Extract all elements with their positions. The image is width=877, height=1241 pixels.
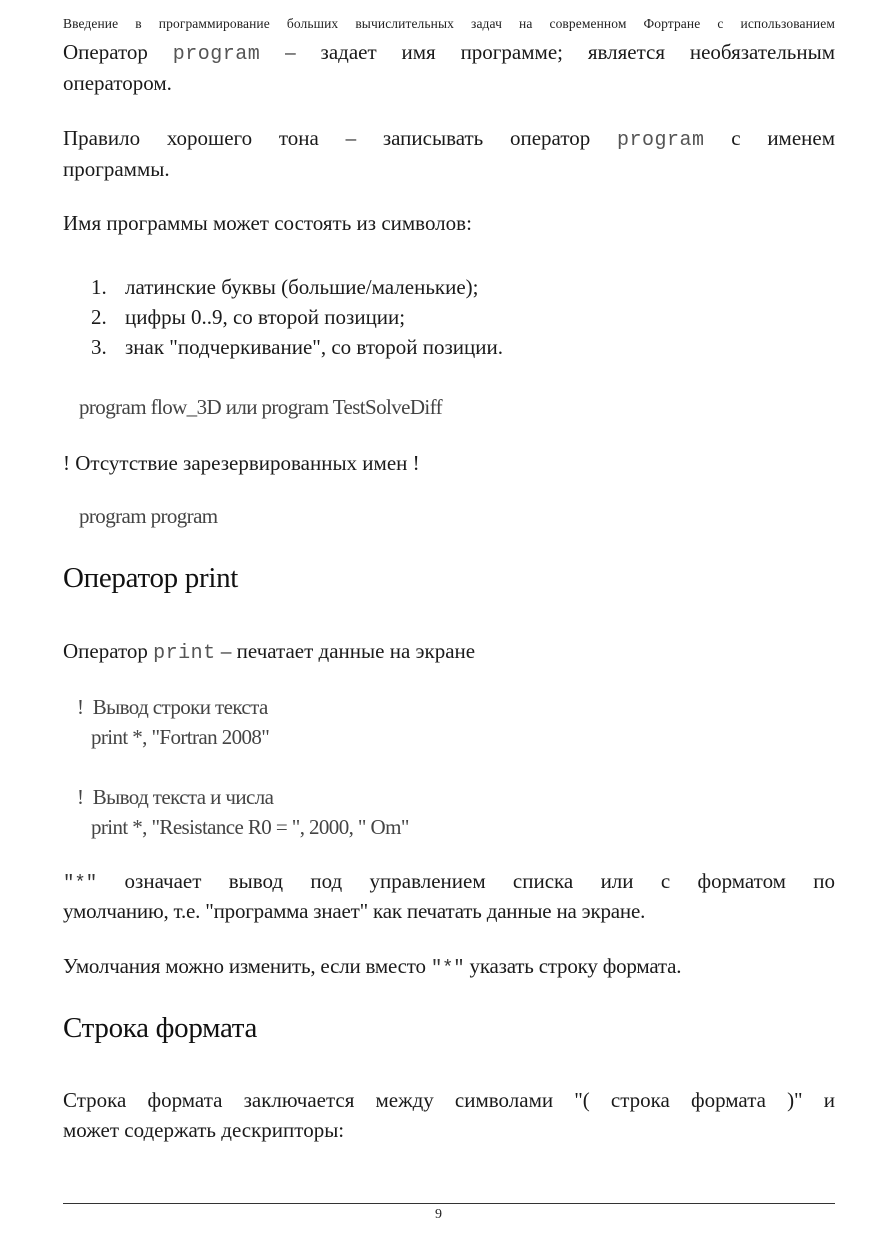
text: указать строку формата.	[469, 954, 682, 978]
code-line: ! Вывод строки текста	[77, 695, 268, 719]
paragraph-good-style-line2: программы.	[63, 157, 170, 181]
code-example-names: program flow_3D или program TestSolveDiff	[79, 395, 443, 419]
code-program: program	[172, 43, 261, 66]
text: – задает имя программе; является необязательным	[285, 40, 836, 64]
text: Правило хорошего тона – записывать оператор	[63, 126, 591, 150]
list-item	[63, 332, 835, 362]
code-line: print *, "Fortran 2008"	[77, 725, 270, 749]
list-item	[63, 302, 835, 332]
code-asterisk: "*"	[63, 872, 98, 894]
paragraph-name-symbols: Имя программы может состоять из символов:	[63, 211, 472, 235]
list-number: 3.	[91, 335, 107, 359]
note-reserved-names: ! Отсутствие зарезервированных имен !	[63, 451, 420, 475]
footer-divider	[63, 1203, 835, 1204]
heading-format-string: Строка формата	[63, 1012, 258, 1044]
text: Умолчания можно изменить, если вместо	[63, 954, 426, 978]
paragraph-program-intro-line2: оператором.	[63, 71, 172, 95]
paragraph-asterisk-line1	[63, 866, 835, 899]
paragraph-format-line2: может содержать дескрипторы:	[63, 1118, 345, 1142]
code-line: print *, "Resistance R0 = ", 2000, " Om"	[77, 815, 409, 839]
list-text: латинские буквы (большие/маленькие);	[125, 275, 479, 299]
text: – печатает данные на экране	[220, 639, 476, 663]
name-rules-list	[63, 272, 835, 362]
heading-print-operator: Оператор print	[63, 562, 239, 594]
list-number: 1.	[91, 275, 107, 299]
code-program: program	[616, 129, 705, 152]
text: с именем	[731, 126, 836, 150]
text: Оператор	[63, 639, 148, 663]
paragraph-program-intro-line1	[63, 37, 835, 70]
code-asterisk: "*"	[430, 957, 465, 979]
list-number: 2.	[91, 305, 107, 329]
running-header: Введение в программирование больших вычислительных задач на современном Фортране с использованием	[63, 16, 835, 31]
code-example-program-program: program program	[79, 504, 218, 528]
list-text: цифры 0..9, со второй позиции;	[125, 305, 406, 329]
text: Оператор	[63, 40, 148, 64]
paragraph-defaults	[63, 951, 835, 984]
paragraph-good-style-line1	[63, 123, 835, 156]
text: означает вывод под управлением списка или с форматом по	[124, 869, 836, 893]
list-item	[63, 272, 835, 302]
paragraph-format-line1: Строка формата заключается между символами "( строка формата )" и	[63, 1088, 835, 1112]
code-line: ! Вывод текста и числа	[77, 785, 274, 809]
paragraph-print-intro	[63, 636, 835, 669]
list-text: знак "подчеркивание", со второй позиции.	[125, 335, 503, 359]
page-number: 9	[435, 1207, 442, 1222]
paragraph-asterisk-line2: умолчанию, т.е. "программа знает" как печатать данные на экране.	[63, 899, 646, 923]
code-print: print	[153, 642, 216, 665]
